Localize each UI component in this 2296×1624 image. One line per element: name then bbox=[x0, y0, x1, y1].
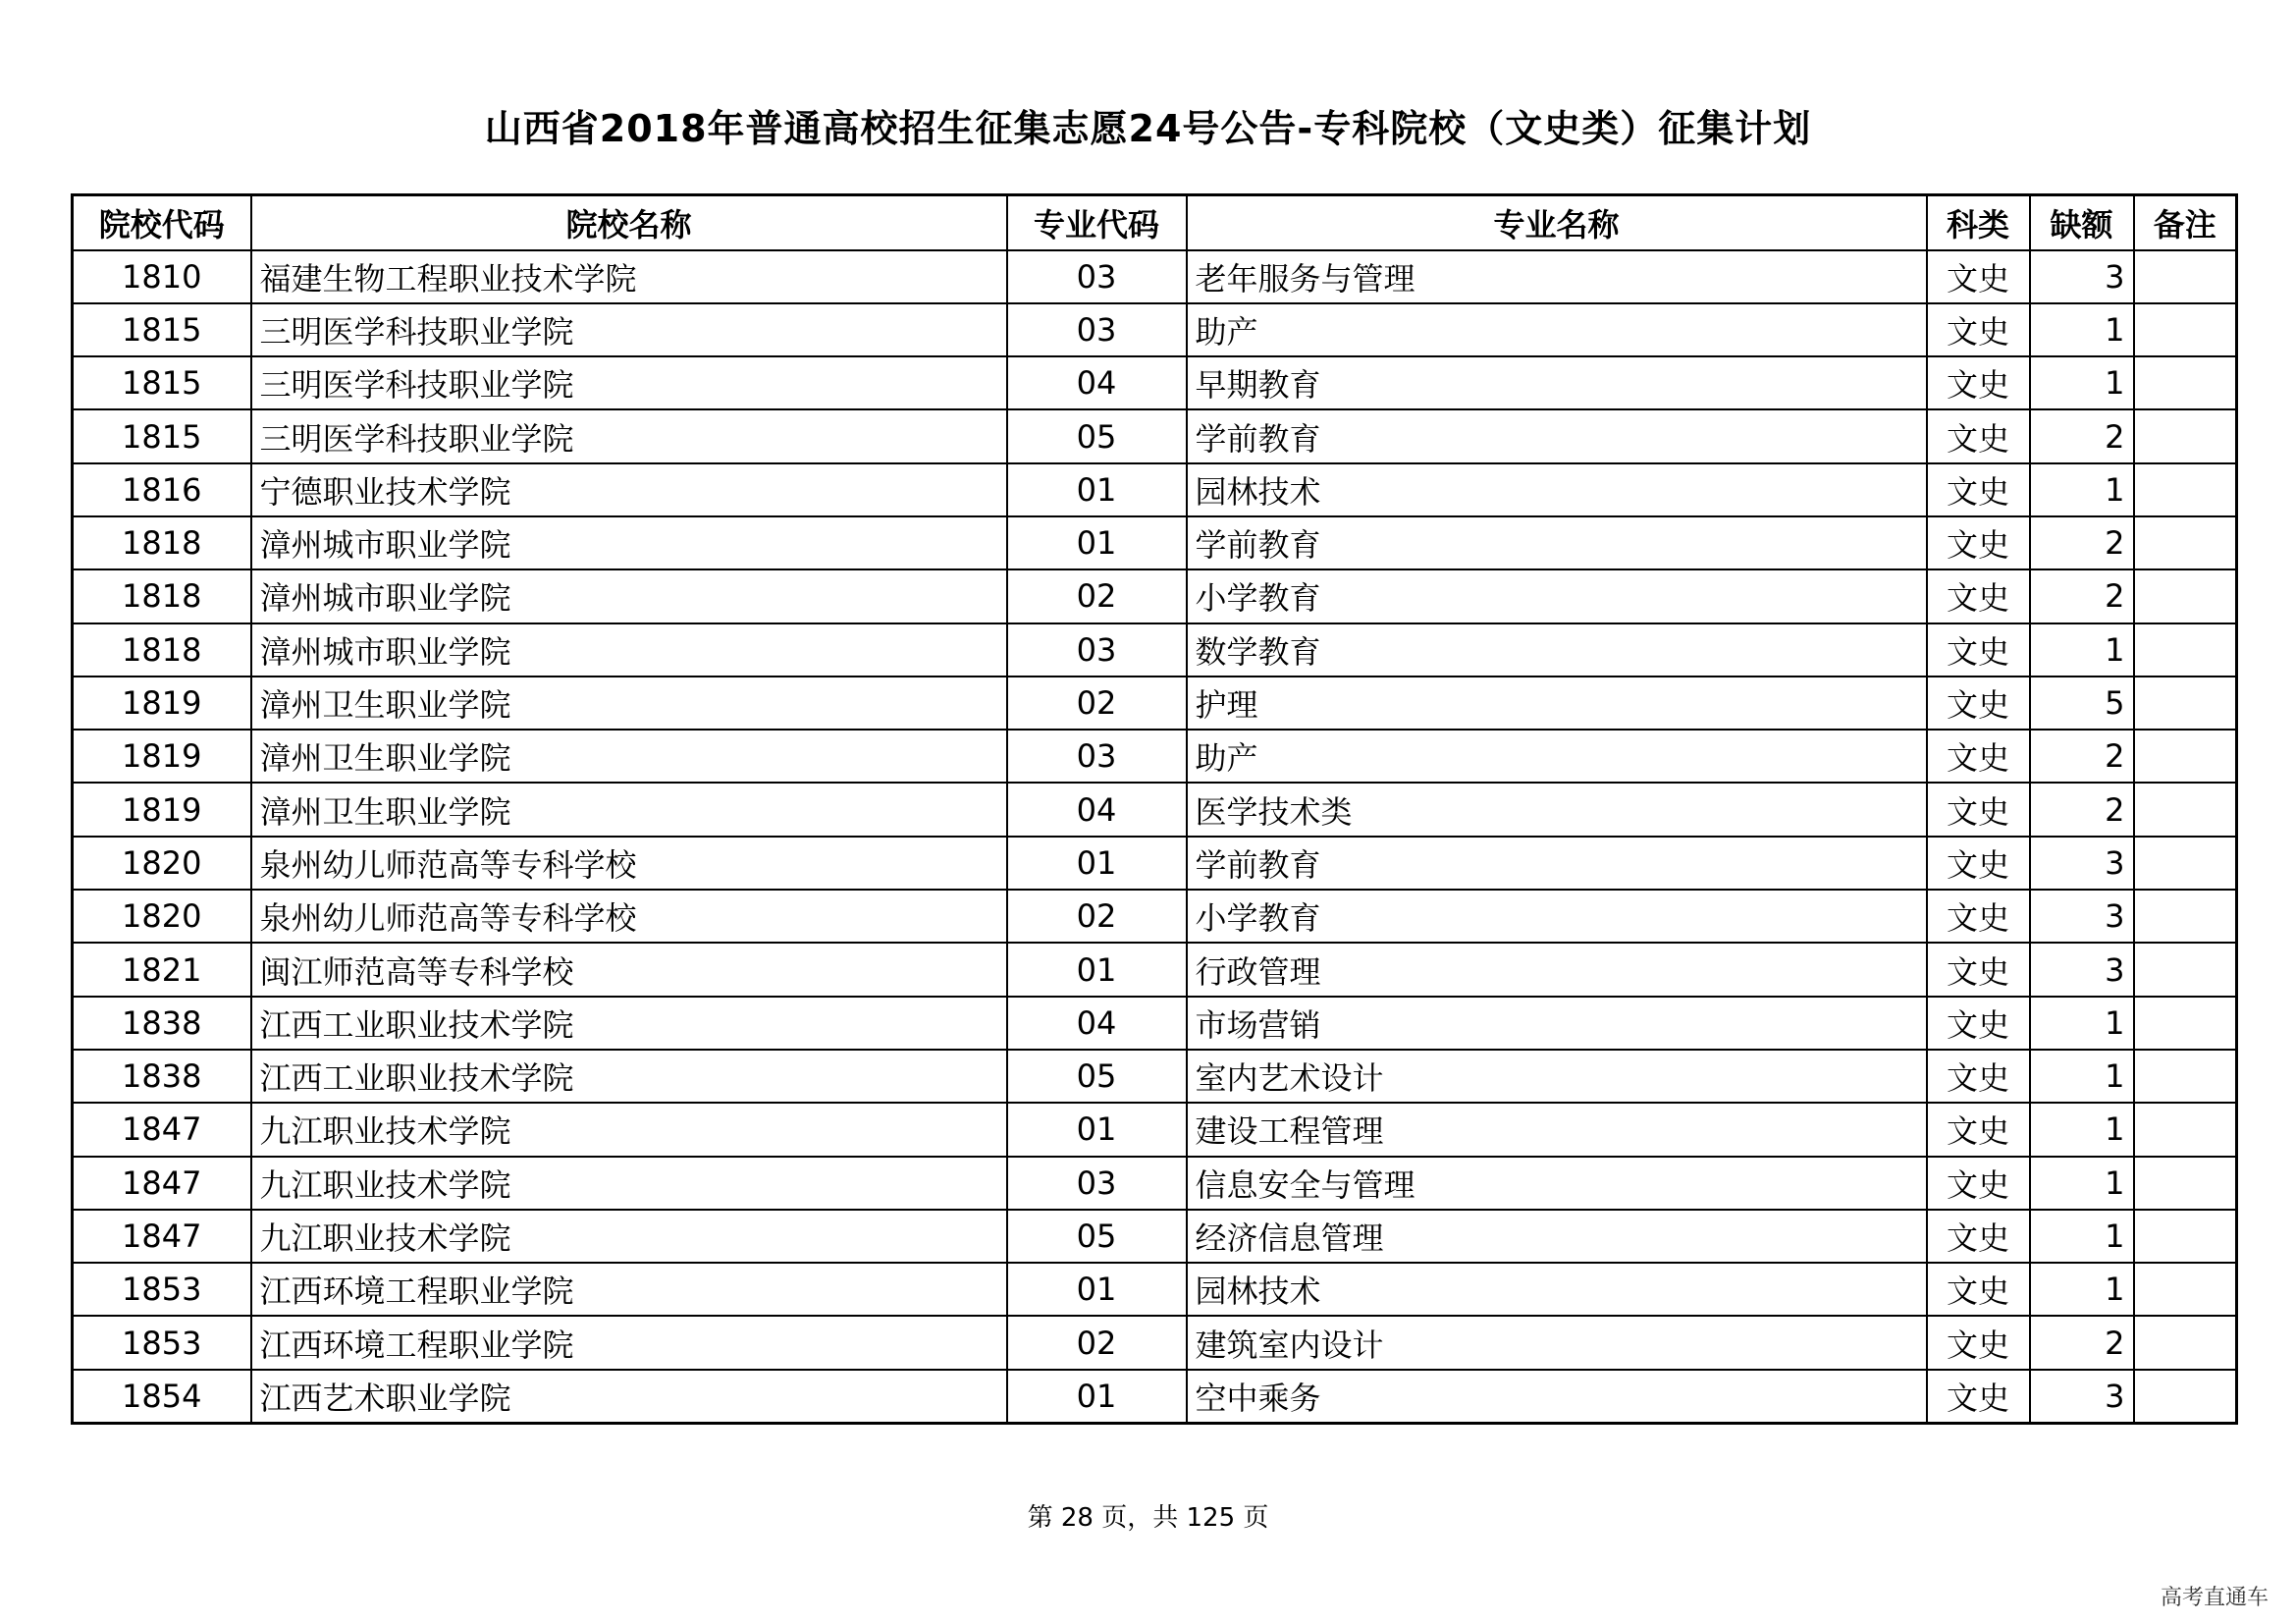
table-row bbox=[73, 623, 2237, 677]
table-row bbox=[73, 1316, 2237, 1369]
vacancy-cell: 1 bbox=[2030, 356, 2134, 409]
remarks-cell bbox=[2134, 783, 2237, 836]
table-row bbox=[73, 1370, 2237, 1423]
major-code-cell: 03 bbox=[1007, 1157, 1187, 1210]
school-name-cell: 江西艺术职业学院 bbox=[251, 1370, 1007, 1423]
category-cell: 文史 bbox=[1927, 623, 2030, 677]
vacancy-cell: 2 bbox=[2030, 783, 2134, 836]
watermark: 高考直通车 bbox=[2160, 1586, 2269, 1610]
school-code-cell: 1815 bbox=[73, 356, 251, 409]
table-row bbox=[73, 837, 2237, 890]
vacancy-cell: 3 bbox=[2030, 890, 2134, 943]
table-header-row bbox=[73, 195, 2237, 250]
remarks-cell bbox=[2134, 1050, 2237, 1103]
school-code-cell: 1853 bbox=[73, 1316, 251, 1369]
major-name-cell: 信息安全与管理 bbox=[1187, 1157, 1927, 1210]
vacancy-cell: 2 bbox=[2030, 569, 2134, 623]
major-name-cell: 建设工程管理 bbox=[1187, 1103, 1927, 1156]
vacancy-cell: 1 bbox=[2030, 997, 2134, 1050]
major-name-cell: 园林技术 bbox=[1187, 1263, 1927, 1316]
school-name-cell: 江西工业职业技术学院 bbox=[251, 1050, 1007, 1103]
vacancy-cell: 3 bbox=[2030, 250, 2134, 303]
major-code-cell: 05 bbox=[1007, 409, 1187, 462]
school-name-cell: 漳州城市职业学院 bbox=[251, 623, 1007, 677]
vacancy-cell: 1 bbox=[2030, 1263, 2134, 1316]
vacancy-cell: 1 bbox=[2030, 303, 2134, 356]
school-name-cell: 宁德职业技术学院 bbox=[251, 463, 1007, 516]
school-name-cell: 泉州幼儿师范高等专科学校 bbox=[251, 837, 1007, 890]
major-name-cell: 经济信息管理 bbox=[1187, 1210, 1927, 1263]
category-cell: 文史 bbox=[1927, 1263, 2030, 1316]
remarks-cell bbox=[2134, 409, 2237, 462]
vacancy-cell: 2 bbox=[2030, 1316, 2134, 1369]
major-code-cell: 05 bbox=[1007, 1210, 1187, 1263]
table-row bbox=[73, 1103, 2237, 1156]
table-row bbox=[73, 997, 2237, 1050]
major-name-cell: 助产 bbox=[1187, 730, 1927, 783]
vacancy-cell: 5 bbox=[2030, 677, 2134, 730]
table-row bbox=[73, 356, 2237, 409]
category-cell: 文史 bbox=[1927, 409, 2030, 462]
table-row bbox=[73, 516, 2237, 569]
vacancy-cell: 1 bbox=[2030, 623, 2134, 677]
category-cell: 文史 bbox=[1927, 250, 2030, 303]
school-code-cell: 1821 bbox=[73, 943, 251, 996]
school-name-cell: 九江职业技术学院 bbox=[251, 1157, 1007, 1210]
table-row bbox=[73, 569, 2237, 623]
school-name-cell: 闽江师范高等专科学校 bbox=[251, 943, 1007, 996]
vacancy-cell: 1 bbox=[2030, 1157, 2134, 1210]
vacancy-cell: 1 bbox=[2030, 1210, 2134, 1263]
category-cell: 文史 bbox=[1927, 890, 2030, 943]
school-code-cell: 1847 bbox=[73, 1210, 251, 1263]
category-cell: 文史 bbox=[1927, 516, 2030, 569]
category-cell: 文史 bbox=[1927, 303, 2030, 356]
major-code-cell: 01 bbox=[1007, 1370, 1187, 1423]
major-code-cell: 02 bbox=[1007, 890, 1187, 943]
category-cell: 文史 bbox=[1927, 569, 2030, 623]
category-cell: 文史 bbox=[1927, 730, 2030, 783]
vacancy-cell: 2 bbox=[2030, 409, 2134, 462]
major-code-cell: 03 bbox=[1007, 730, 1187, 783]
school-code-cell: 1819 bbox=[73, 783, 251, 836]
school-name-cell: 泉州幼儿师范高等专科学校 bbox=[251, 890, 1007, 943]
school-code-cell: 1819 bbox=[73, 677, 251, 730]
remarks-cell bbox=[2134, 1370, 2237, 1423]
table-row bbox=[73, 1263, 2237, 1316]
school-name-cell: 漳州卫生职业学院 bbox=[251, 783, 1007, 836]
school-code-cell: 1820 bbox=[73, 837, 251, 890]
table-row bbox=[73, 303, 2237, 356]
major-name-cell: 小学教育 bbox=[1187, 569, 1927, 623]
remarks-cell bbox=[2134, 1103, 2237, 1156]
major-name-cell: 早期教育 bbox=[1187, 356, 1927, 409]
category-cell: 文史 bbox=[1927, 943, 2030, 996]
major-name-cell: 行政管理 bbox=[1187, 943, 1927, 996]
major-name-cell: 数学教育 bbox=[1187, 623, 1927, 677]
remarks-cell bbox=[2134, 1210, 2237, 1263]
major-code-cell: 03 bbox=[1007, 303, 1187, 356]
major-code-cell: 03 bbox=[1007, 623, 1187, 677]
category-cell: 文史 bbox=[1927, 997, 2030, 1050]
table-body bbox=[73, 250, 2237, 1424]
major-name-cell: 学前教育 bbox=[1187, 837, 1927, 890]
header-major-name: 专业名称 bbox=[1187, 195, 1927, 250]
school-name-cell: 漳州卫生职业学院 bbox=[251, 677, 1007, 730]
school-name-cell: 三明医学科技职业学院 bbox=[251, 356, 1007, 409]
category-cell: 文史 bbox=[1927, 1157, 2030, 1210]
category-cell: 文史 bbox=[1927, 1103, 2030, 1156]
school-code-cell: 1818 bbox=[73, 516, 251, 569]
remarks-cell bbox=[2134, 730, 2237, 783]
school-code-cell: 1815 bbox=[73, 303, 251, 356]
school-name-cell: 福建生物工程职业技术学院 bbox=[251, 250, 1007, 303]
school-name-cell: 九江职业技术学院 bbox=[251, 1210, 1007, 1263]
school-code-cell: 1838 bbox=[73, 997, 251, 1050]
table-row bbox=[73, 409, 2237, 462]
remarks-cell bbox=[2134, 677, 2237, 730]
table-row bbox=[73, 1050, 2237, 1103]
major-code-cell: 02 bbox=[1007, 677, 1187, 730]
category-cell: 文史 bbox=[1927, 837, 2030, 890]
category-cell: 文史 bbox=[1927, 783, 2030, 836]
school-name-cell: 三明医学科技职业学院 bbox=[251, 303, 1007, 356]
header-category: 科类 bbox=[1927, 195, 2030, 250]
school-name-cell: 漳州卫生职业学院 bbox=[251, 730, 1007, 783]
remarks-cell bbox=[2134, 463, 2237, 516]
document-title: 山西省2018年普通高校招生征集志愿24号公告-专科院校（文史类）征集计划 bbox=[484, 107, 1812, 150]
major-code-cell: 01 bbox=[1007, 1263, 1187, 1316]
school-code-cell: 1815 bbox=[73, 409, 251, 462]
major-name-cell: 市场营销 bbox=[1187, 997, 1927, 1050]
major-code-cell: 02 bbox=[1007, 1316, 1187, 1369]
header-remarks: 备注 bbox=[2134, 195, 2237, 250]
category-cell: 文史 bbox=[1927, 1210, 2030, 1263]
header-major-code: 专业代码 bbox=[1007, 195, 1187, 250]
table-row bbox=[73, 730, 2237, 783]
school-code-cell: 1818 bbox=[73, 569, 251, 623]
category-cell: 文史 bbox=[1927, 1370, 2030, 1423]
major-code-cell: 05 bbox=[1007, 1050, 1187, 1103]
remarks-cell bbox=[2134, 1263, 2237, 1316]
header-vacancy: 缺额 bbox=[2030, 195, 2134, 250]
vacancy-cell: 3 bbox=[2030, 837, 2134, 890]
table-row bbox=[73, 1157, 2237, 1210]
major-name-cell: 园林技术 bbox=[1187, 463, 1927, 516]
school-name-cell: 江西工业职业技术学院 bbox=[251, 997, 1007, 1050]
school-code-cell: 1819 bbox=[73, 730, 251, 783]
page-footer: 第 28 页，共 125 页 bbox=[1027, 1503, 1269, 1533]
school-code-cell: 1838 bbox=[73, 1050, 251, 1103]
remarks-cell bbox=[2134, 997, 2237, 1050]
major-name-cell: 建筑室内设计 bbox=[1187, 1316, 1927, 1369]
table-row bbox=[73, 250, 2237, 303]
category-cell: 文史 bbox=[1927, 1050, 2030, 1103]
school-code-cell: 1810 bbox=[73, 250, 251, 303]
major-code-cell: 01 bbox=[1007, 516, 1187, 569]
remarks-cell bbox=[2134, 943, 2237, 996]
remarks-cell bbox=[2134, 1316, 2237, 1369]
remarks-cell bbox=[2134, 890, 2237, 943]
vacancy-cell: 3 bbox=[2030, 943, 2134, 996]
table-row bbox=[73, 890, 2237, 943]
table-row bbox=[73, 463, 2237, 516]
major-code-cell: 01 bbox=[1007, 943, 1187, 996]
major-code-cell: 04 bbox=[1007, 783, 1187, 836]
major-name-cell: 学前教育 bbox=[1187, 409, 1927, 462]
category-cell: 文史 bbox=[1927, 463, 2030, 516]
major-name-cell: 医学技术类 bbox=[1187, 783, 1927, 836]
school-name-cell: 漳州城市职业学院 bbox=[251, 569, 1007, 623]
vacancy-cell: 3 bbox=[2030, 1370, 2134, 1423]
major-code-cell: 01 bbox=[1007, 1103, 1187, 1156]
school-name-cell: 漳州城市职业学院 bbox=[251, 516, 1007, 569]
remarks-cell bbox=[2134, 569, 2237, 623]
school-code-cell: 1847 bbox=[73, 1103, 251, 1156]
remarks-cell bbox=[2134, 623, 2237, 677]
remarks-cell bbox=[2134, 303, 2237, 356]
major-name-cell: 室内艺术设计 bbox=[1187, 1050, 1927, 1103]
vacancy-cell: 1 bbox=[2030, 1050, 2134, 1103]
table-row bbox=[73, 943, 2237, 996]
header-school-code: 院校代码 bbox=[73, 195, 251, 250]
major-code-cell: 02 bbox=[1007, 569, 1187, 623]
school-code-cell: 1854 bbox=[73, 1370, 251, 1423]
remarks-cell bbox=[2134, 837, 2237, 890]
remarks-cell bbox=[2134, 250, 2237, 303]
school-code-cell: 1816 bbox=[73, 463, 251, 516]
vacancy-cell: 1 bbox=[2030, 463, 2134, 516]
school-name-cell: 九江职业技术学院 bbox=[251, 1103, 1007, 1156]
vacancy-cell: 2 bbox=[2030, 730, 2134, 783]
table-row bbox=[73, 1210, 2237, 1263]
header-school-name: 院校名称 bbox=[251, 195, 1007, 250]
category-cell: 文史 bbox=[1927, 356, 2030, 409]
remarks-cell bbox=[2134, 516, 2237, 569]
school-code-cell: 1847 bbox=[73, 1157, 251, 1210]
school-name-cell: 江西环境工程职业学院 bbox=[251, 1263, 1007, 1316]
school-code-cell: 1853 bbox=[73, 1263, 251, 1316]
major-code-cell: 04 bbox=[1007, 997, 1187, 1050]
major-name-cell: 学前教育 bbox=[1187, 516, 1927, 569]
vacancy-cell: 1 bbox=[2030, 1103, 2134, 1156]
major-code-cell: 01 bbox=[1007, 837, 1187, 890]
category-cell: 文史 bbox=[1927, 1316, 2030, 1369]
major-name-cell: 助产 bbox=[1187, 303, 1927, 356]
major-code-cell: 01 bbox=[1007, 463, 1187, 516]
table-row bbox=[73, 783, 2237, 836]
major-code-cell: 03 bbox=[1007, 250, 1187, 303]
school-code-cell: 1820 bbox=[73, 890, 251, 943]
major-name-cell: 护理 bbox=[1187, 677, 1927, 730]
major-name-cell: 老年服务与管理 bbox=[1187, 250, 1927, 303]
school-name-cell: 三明医学科技职业学院 bbox=[251, 409, 1007, 462]
vacancy-cell: 2 bbox=[2030, 516, 2134, 569]
school-code-cell: 1818 bbox=[73, 623, 251, 677]
major-name-cell: 小学教育 bbox=[1187, 890, 1927, 943]
school-name-cell: 江西环境工程职业学院 bbox=[251, 1316, 1007, 1369]
enrollment-plan-table bbox=[71, 193, 2238, 1425]
major-code-cell: 04 bbox=[1007, 356, 1187, 409]
major-name-cell: 空中乘务 bbox=[1187, 1370, 1927, 1423]
category-cell: 文史 bbox=[1927, 677, 2030, 730]
remarks-cell bbox=[2134, 356, 2237, 409]
table-row bbox=[73, 677, 2237, 730]
remarks-cell bbox=[2134, 1157, 2237, 1210]
